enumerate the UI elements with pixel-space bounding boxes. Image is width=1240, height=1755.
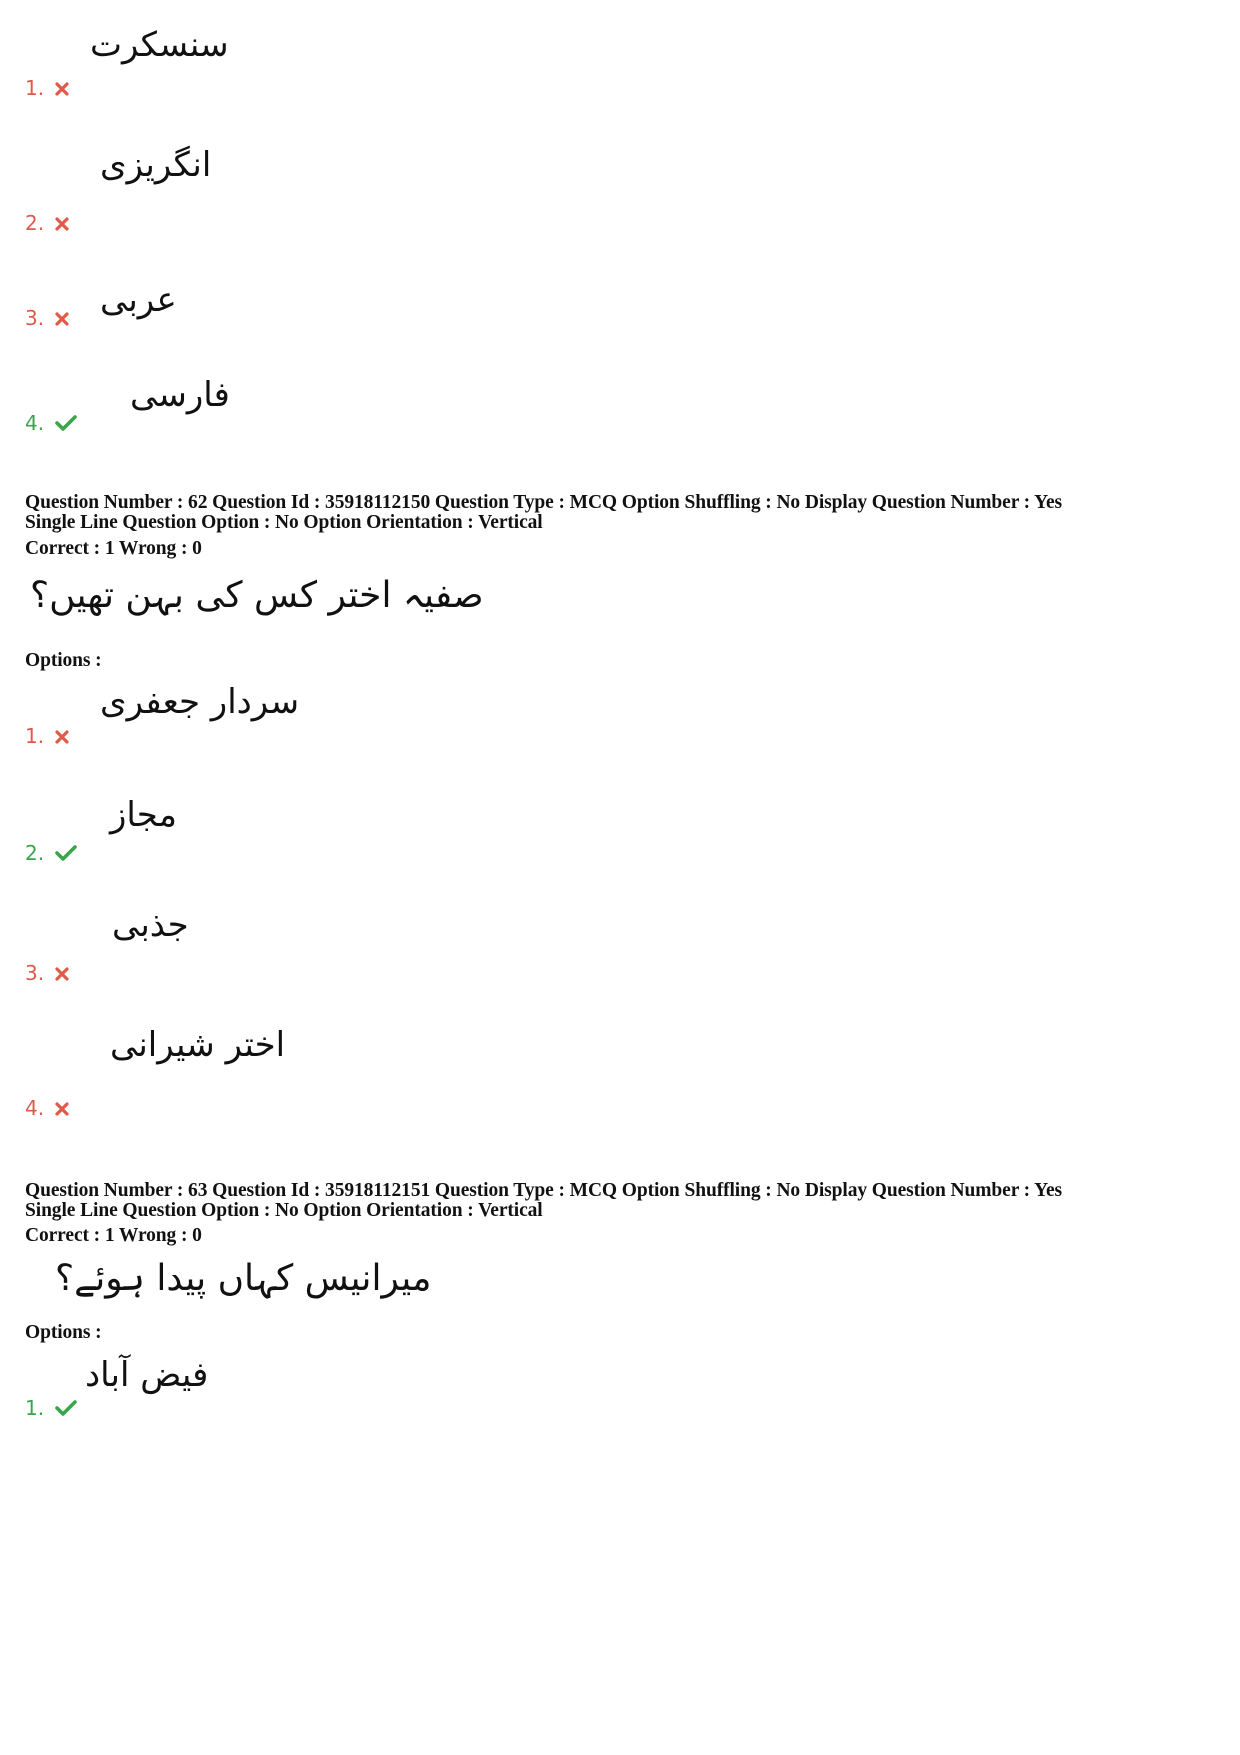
option-text: فیض آباد bbox=[85, 1355, 209, 1395]
check-icon bbox=[55, 845, 77, 861]
question-text: میرانیس کہاں پیدا ہوئے؟ bbox=[55, 1258, 432, 1299]
marks-info: Correct : 1 Wrong : 0 bbox=[25, 538, 202, 559]
cross-icon bbox=[55, 730, 69, 744]
question-meta-line2: Single Line Question Option : No Option Orientation : Vertical bbox=[25, 512, 543, 533]
option-number: 2. bbox=[25, 841, 45, 865]
cross-icon bbox=[55, 967, 69, 981]
options-label: Options : bbox=[25, 650, 102, 671]
option-number: 1. bbox=[25, 724, 45, 748]
option-text: جذبی bbox=[112, 905, 189, 945]
question-meta: Question Number : 63 Question Id : 35918112151 Question Type : MCQ Option Shuffling : No Display Question Number : Yes bbox=[25, 1180, 1062, 1201]
check-icon bbox=[55, 1400, 77, 1416]
cross-icon bbox=[55, 1102, 69, 1116]
cross-icon bbox=[55, 312, 69, 326]
option-number: 3. bbox=[25, 961, 45, 985]
option-number: 4. bbox=[25, 411, 45, 435]
option-text: فارسی bbox=[130, 375, 230, 415]
option-number: 4. bbox=[25, 1096, 45, 1120]
marks-info: Correct : 1 Wrong : 0 bbox=[25, 1225, 202, 1246]
option-text: اختر شیرانی bbox=[110, 1025, 286, 1065]
option-text: انگریزی bbox=[100, 145, 212, 185]
cross-icon bbox=[55, 82, 69, 96]
option-text: سردار جعفری bbox=[100, 682, 300, 722]
cross-icon bbox=[55, 217, 69, 231]
option-number: 2. bbox=[25, 211, 45, 235]
option-number: 3. bbox=[25, 306, 45, 330]
option-number: 1. bbox=[25, 76, 45, 100]
check-icon bbox=[55, 415, 77, 431]
question-meta-line2: Single Line Question Option : No Option Orientation : Vertical bbox=[25, 1200, 543, 1221]
question-text: صفیہ اختر کس کی بہن تھیں؟ bbox=[30, 575, 484, 616]
option-text: مجاز bbox=[110, 795, 177, 835]
options-label: Options : bbox=[25, 1322, 102, 1343]
option-text: عربی bbox=[100, 280, 177, 320]
option-text: سنسکرت bbox=[90, 25, 229, 65]
option-number: 1. bbox=[25, 1396, 45, 1420]
question-meta: Question Number : 62 Question Id : 35918112150 Question Type : MCQ Option Shuffling : No Display Question Number : Yes bbox=[25, 492, 1062, 513]
